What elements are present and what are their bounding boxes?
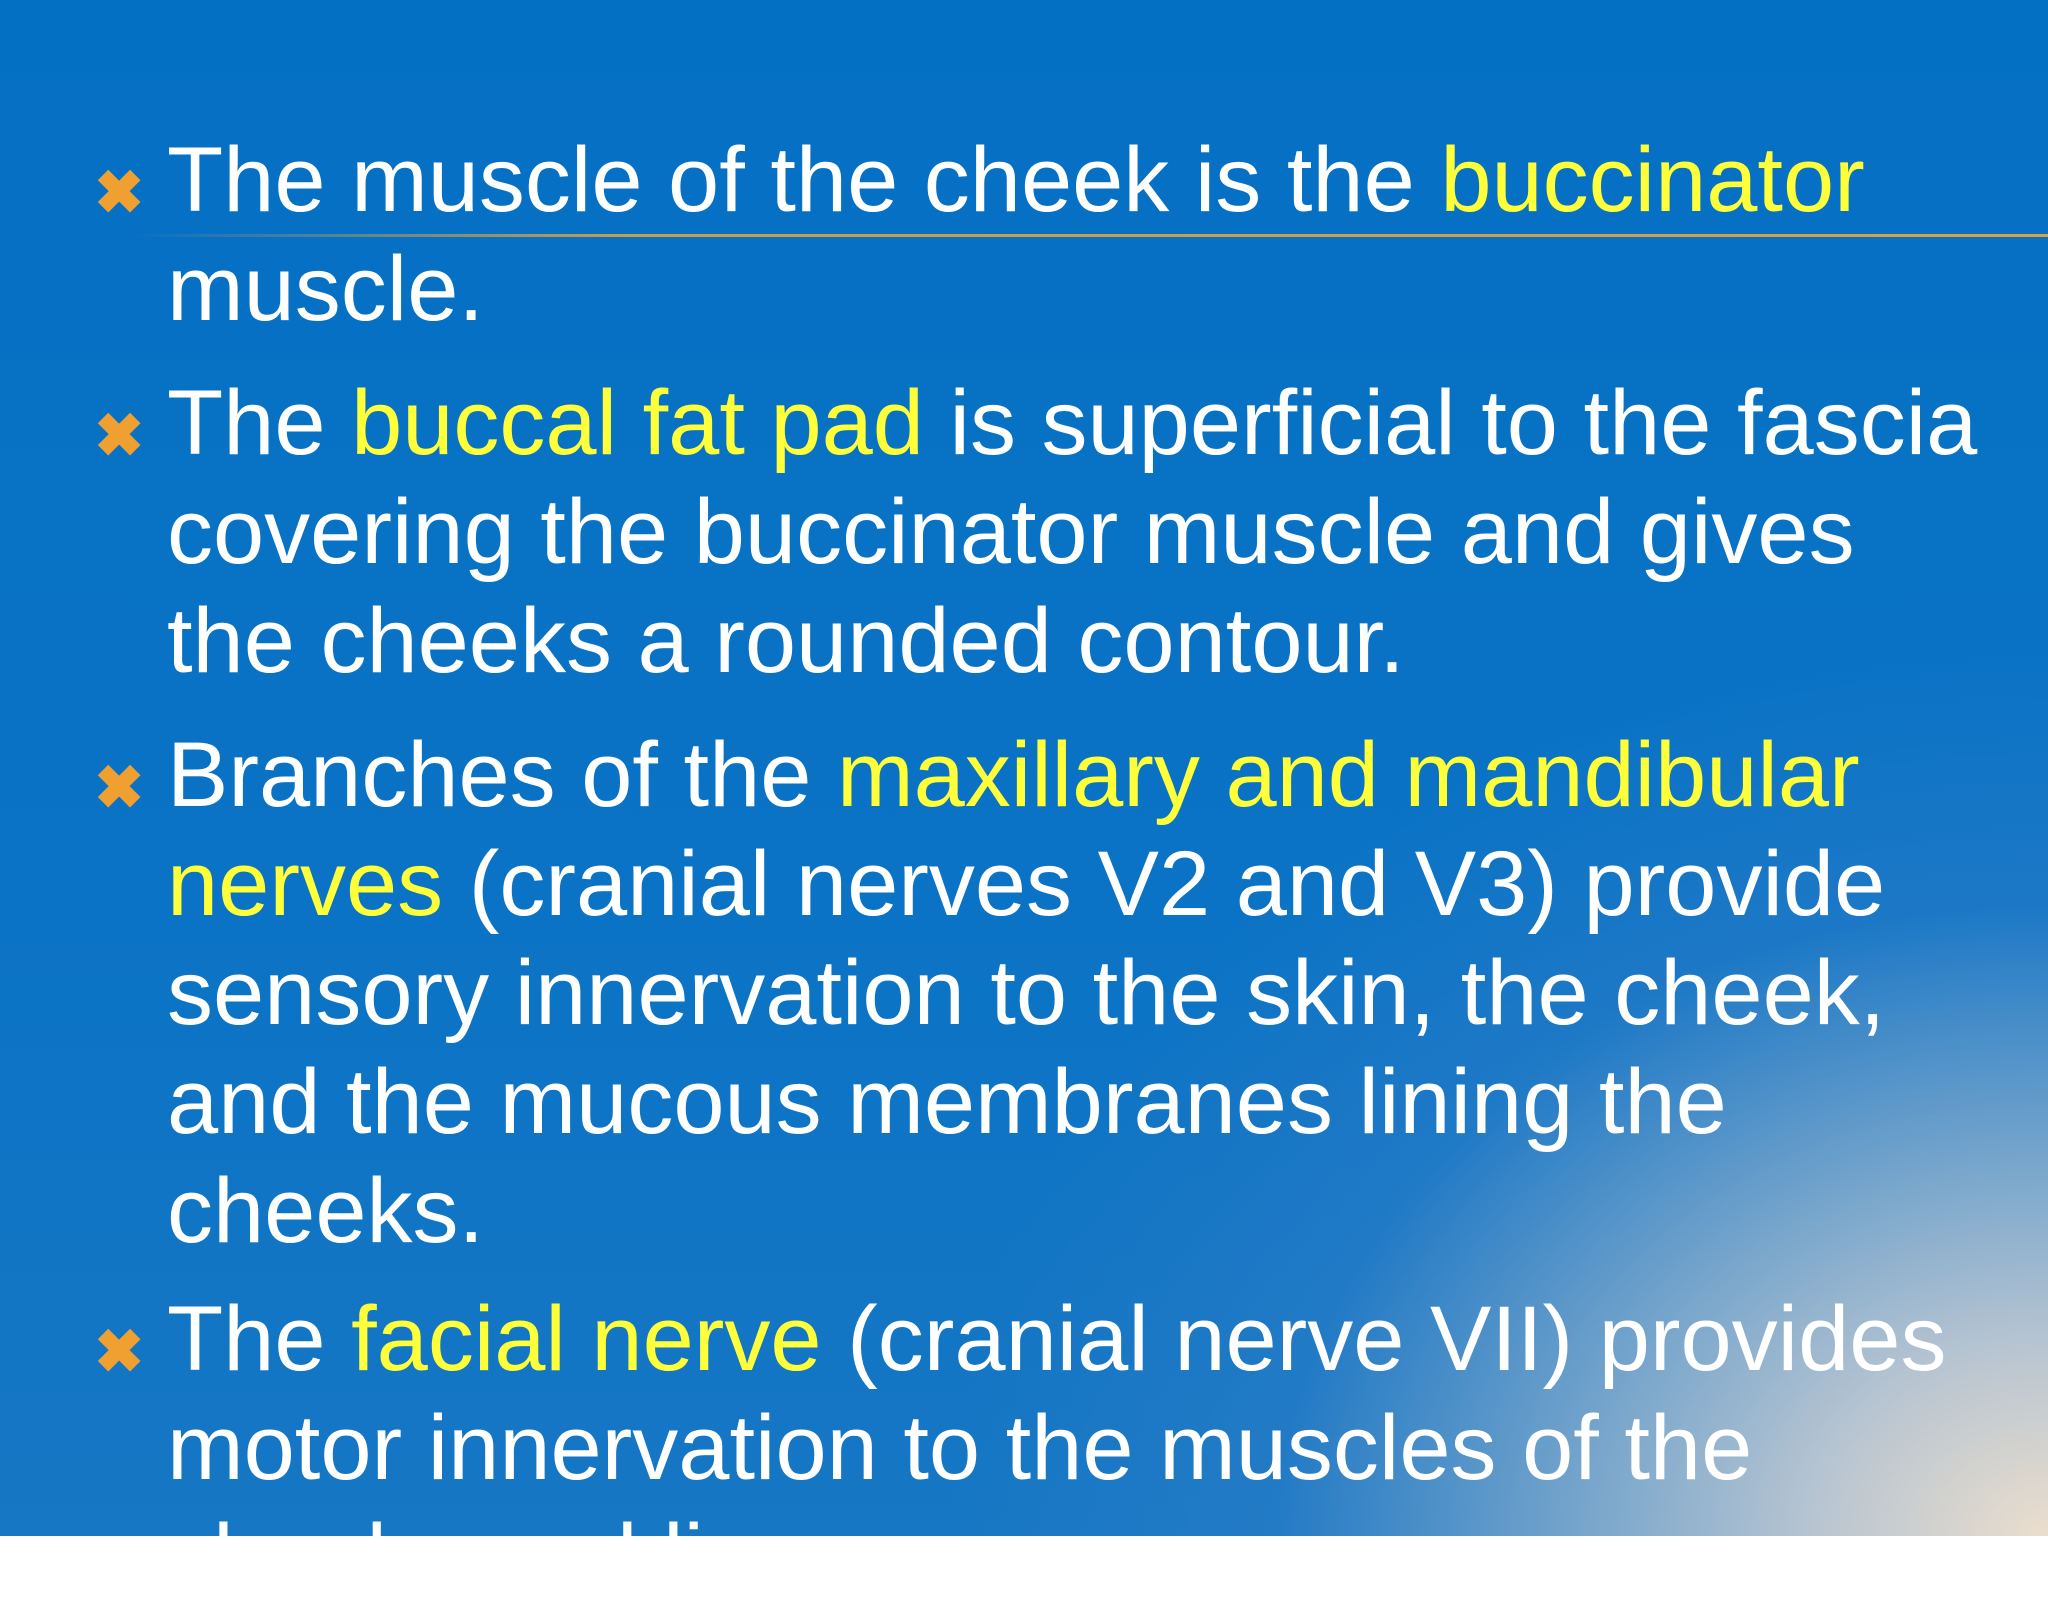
bullet-text: [167, 721, 2007, 1266]
text-segment: muscle.: [167, 238, 484, 340]
text-segment: is superficial to the fascia covering the buccinator muscle and gives the cheeks a rounded contour.: [167, 372, 1978, 692]
bullet-x-icon: ✖: [94, 754, 145, 821]
text-segment: The muscle of the cheek is the: [167, 129, 1441, 231]
bullet-x-icon: ✖: [94, 1318, 145, 1385]
bullet-x-icon: ✖: [94, 402, 145, 469]
text-segment: Branches of the: [167, 724, 837, 826]
highlighted-term: buccinator: [1440, 129, 1865, 231]
text-segment: (cranial nerves V2 and V3) provide sensory innervation to the skin, the cheek, and the mucous membranes lining the cheeks.: [167, 833, 1886, 1262]
text-segment: The: [167, 1288, 352, 1390]
highlighted-term: facial nerve: [351, 1288, 822, 1390]
bullet-text: [167, 369, 2007, 696]
bullet-x-icon: ✖: [94, 159, 145, 226]
bullet-text: [167, 1285, 2007, 1612]
bullet-text: [167, 126, 2007, 344]
text-segment: The: [167, 372, 352, 474]
highlighted-term: buccal fat pad: [351, 372, 924, 474]
highlighted-term: maxillary and mandibular nerves: [167, 724, 1860, 935]
text-segment: (cranial nerve VII) provides motor innervation to the muscles of the cheeks and lips.: [167, 1288, 1947, 1608]
